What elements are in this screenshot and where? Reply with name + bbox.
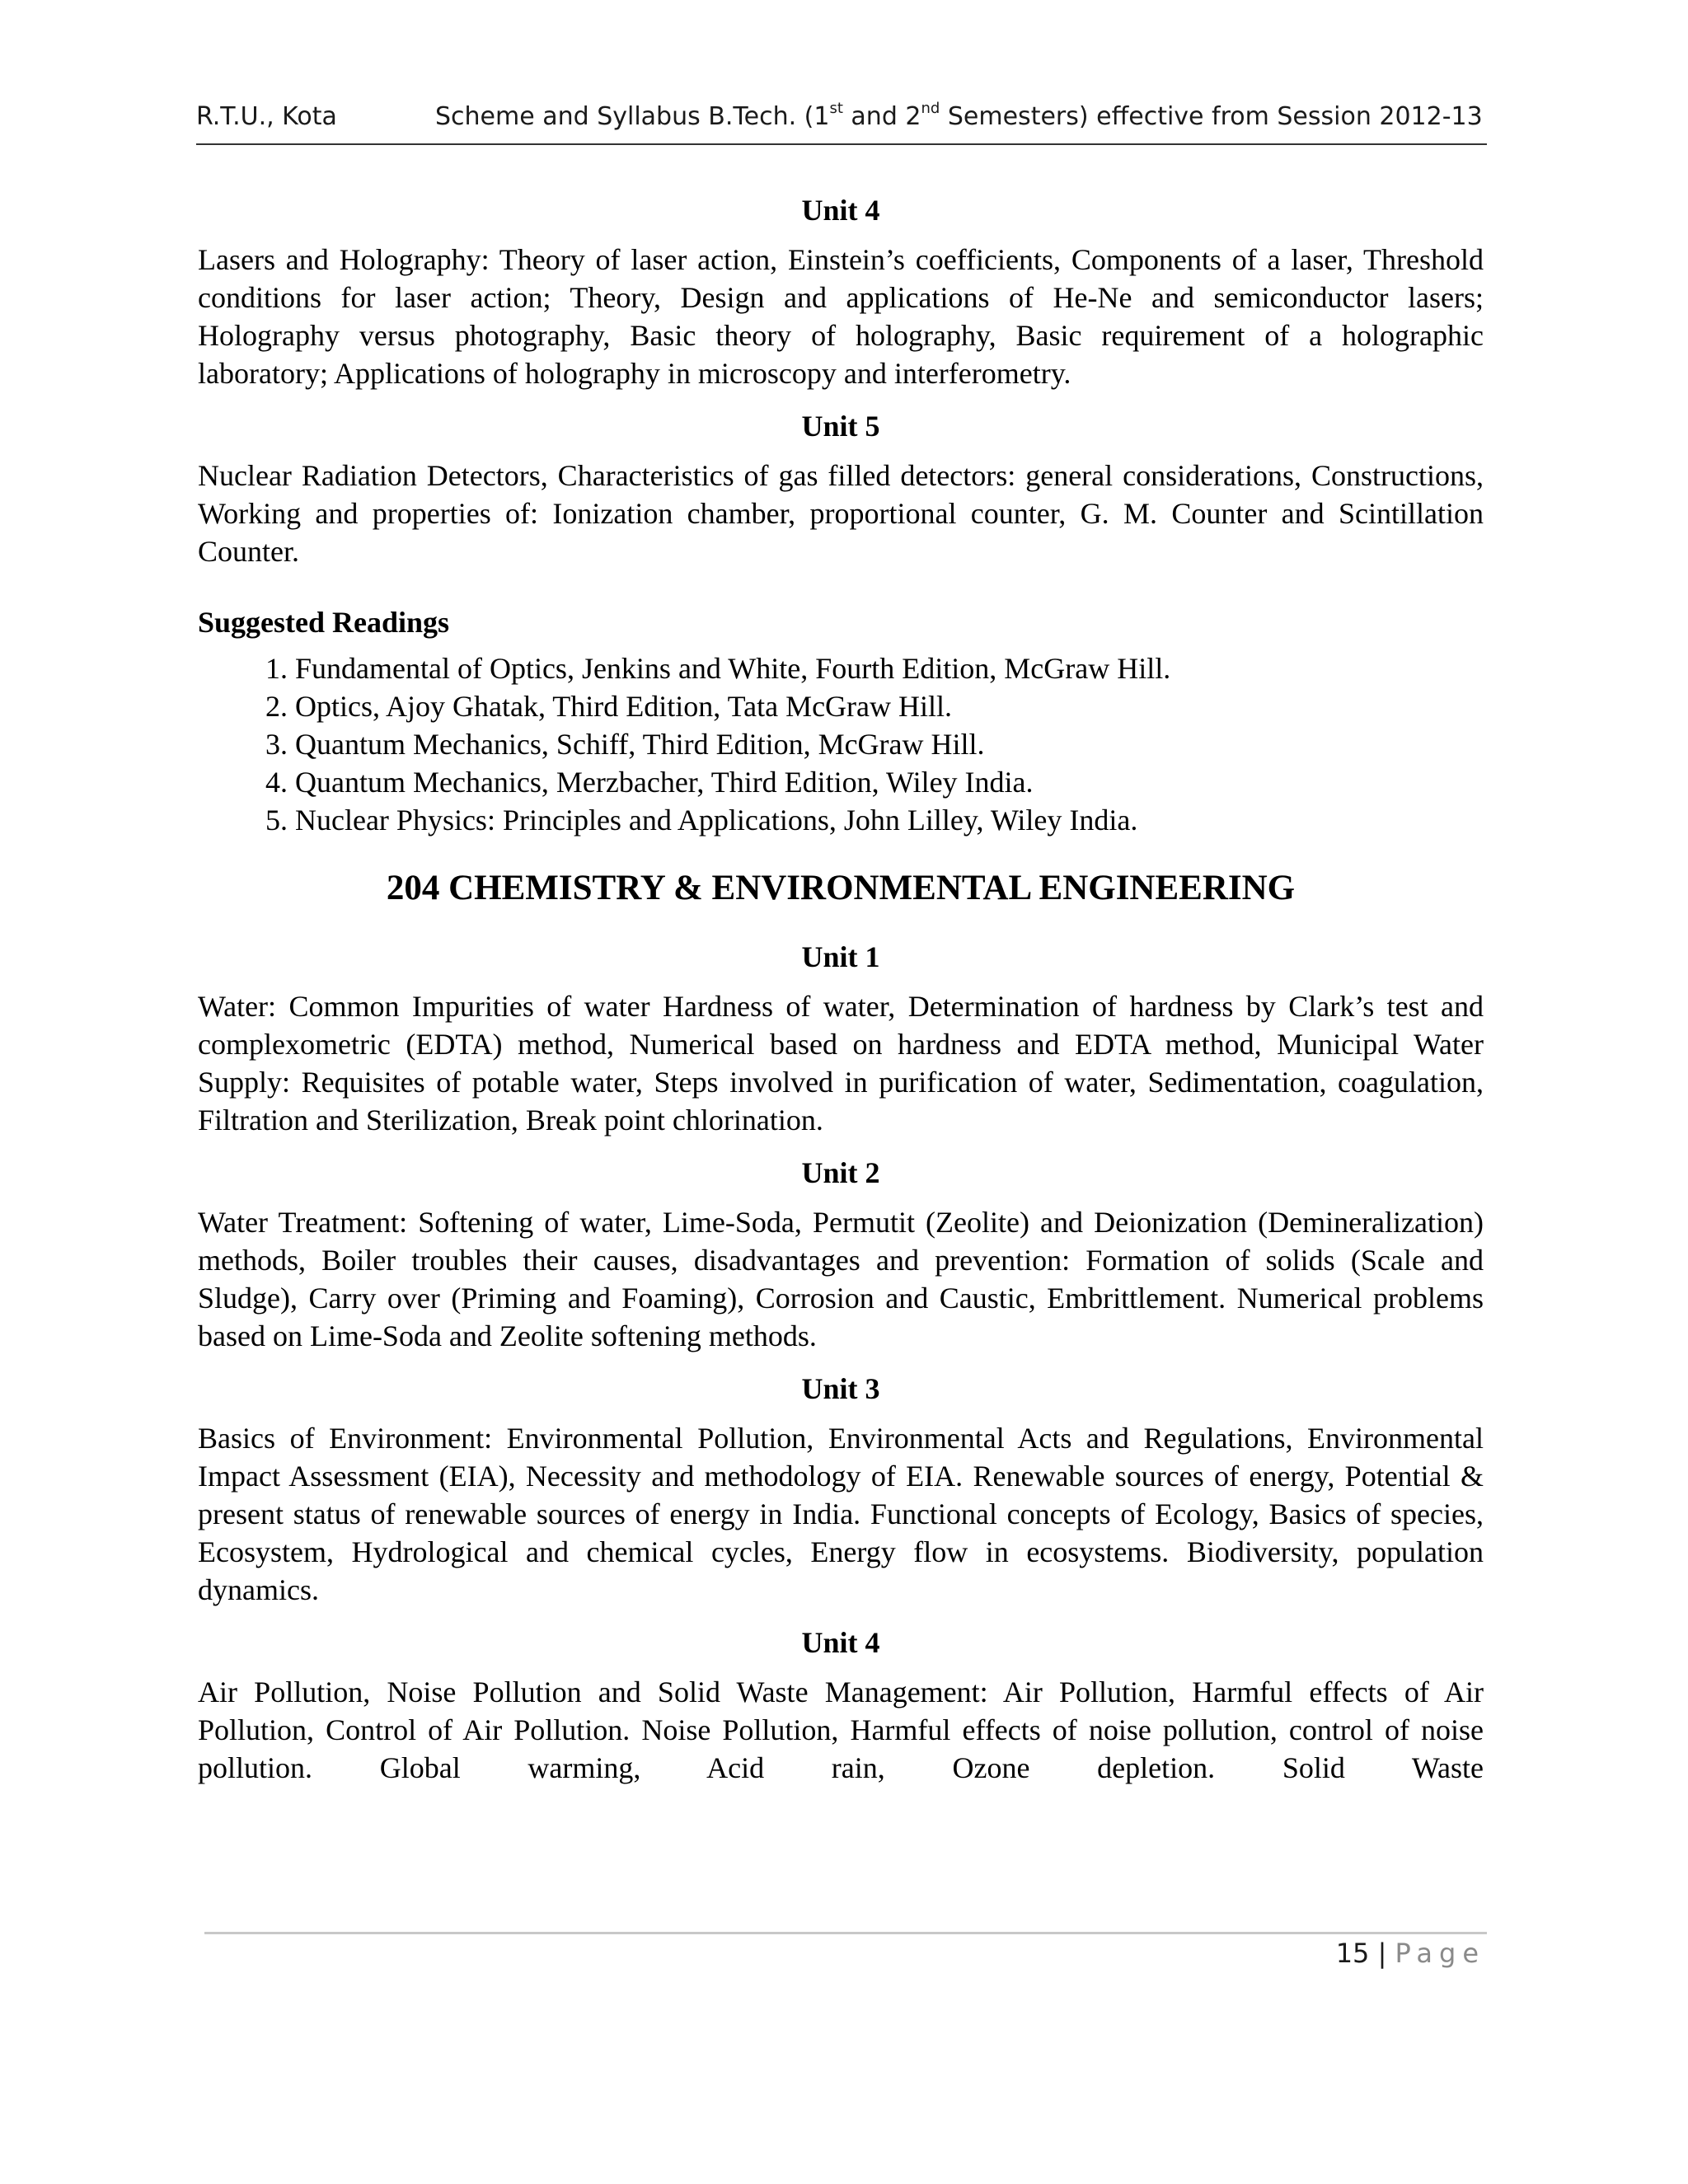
unit-text: Lasers and Holography: Theory of laser action, Einstein’s coefficients, Components of a laser, Threshold conditions for laser action; Theory, Design and applications of He-Ne and semiconductor lasers; Holography versus photography, Basic theory of holography, Basic requirement of a holographic laboratory; Applications of holography in microscopy and interferometry. (198, 243, 1484, 390)
unit-heading: Unit 1 (801, 940, 880, 973)
unit-text: Water: Common Impurities of water Hardness of water, Determination of hardness by Clark’s test and complexometric (EDTA) method, Numerical based on hardness and EDTA method, Municipal Water Supply: Requisites of potable water, Steps involved in purification of water, Sedimentation, coagulation, Filtration and Sterilization, Break point chlorination. (198, 990, 1484, 1137)
page-word: Page (1395, 1938, 1485, 1969)
page-body (198, 191, 1484, 1802)
unit-text: Water Treatment: Softening of water, Lime-Soda, Permutit (Zeolite) and Deionization (Demineralization) methods, Boiler troubles their causes, disadvantages and prevention: Formation of solids (Scale and Sludge), Carry over (Priming and Foaming), Corrosion and Caustic, Embrittlement. Numerical problems based on Lime-Soda and Zeolite softening methods. (198, 1206, 1484, 1352)
suggested-readings-heading: Suggested Readings (198, 606, 450, 639)
list-item: 2. Optics, Ajoy Ghatak, Third Edition, Tata McGraw Hill. (295, 687, 1484, 725)
unit-heading: Unit 3 (801, 1372, 880, 1405)
list-item: 3. Quantum Mechanics, Schiff, Third Edition, McGraw Hill. (295, 725, 1484, 763)
header-title: Scheme and Syllabus B.Tech. (1st and 2nd Semesters) effective from Session 2012-13 (435, 100, 1483, 131)
readings-list (198, 649, 1484, 839)
list-item: 1. Fundamental of Optics, Jenkins and White, Fourth Edition, McGraw Hill. (295, 649, 1484, 687)
page-number: 15 (1335, 1938, 1370, 1969)
list-item: 4. Quantum Mechanics, Merzbacher, Third Edition, Wiley India. (295, 763, 1484, 801)
footer-rule (204, 1932, 1487, 1934)
unit-text: Air Pollution, Noise Pollution and Solid Waste Management: Air Pollution, Harmful effects of Air Pollution, Control of Air Pollution. Noise Pollution, Harmful effects of noise pollution, control of noise pollution. Global warming, Acid rain, Ozone depletion. Solid Waste (198, 1675, 1484, 1784)
unit-heading: Unit 4 (801, 194, 880, 227)
header-institution: R.T.U., Kota (196, 102, 337, 131)
page-footer (1336, 1935, 1485, 1971)
unit-heading: Unit 2 (801, 1156, 880, 1189)
header-rule (196, 143, 1487, 145)
list-item: 5. Nuclear Physics: Principles and Applications, John Lilley, Wiley India. (295, 801, 1484, 839)
unit-heading: Unit 5 (801, 410, 880, 443)
unit-text: Nuclear Radiation Detectors, Characteristics of gas filled detectors: general considerations, Constructions, Working and properties of: Ionization chamber, proportional counter, G. M. Counter and Scintillation Counter. (198, 459, 1484, 568)
unit-heading: Unit 4 (801, 1626, 880, 1659)
unit-text: Basics of Environment: Environmental Pollution, Environmental Acts and Regulations, Environmental Impact Assessment (EIA), Necessity and methodology of EIA. Renewable sources of energy, Potential & present status of renewable sources of energy in India. Functional concepts of Ecology, Basics of species, Ecosystem, Hydrological and chemical cycles, Energy flow in ecosystems. Biodiversity, population dynamics. (198, 1422, 1484, 1606)
section-title: 204 CHEMISTRY & ENVIRONMENTAL ENGINEERING (386, 869, 1296, 907)
footer-separator: | (1369, 1938, 1395, 1969)
